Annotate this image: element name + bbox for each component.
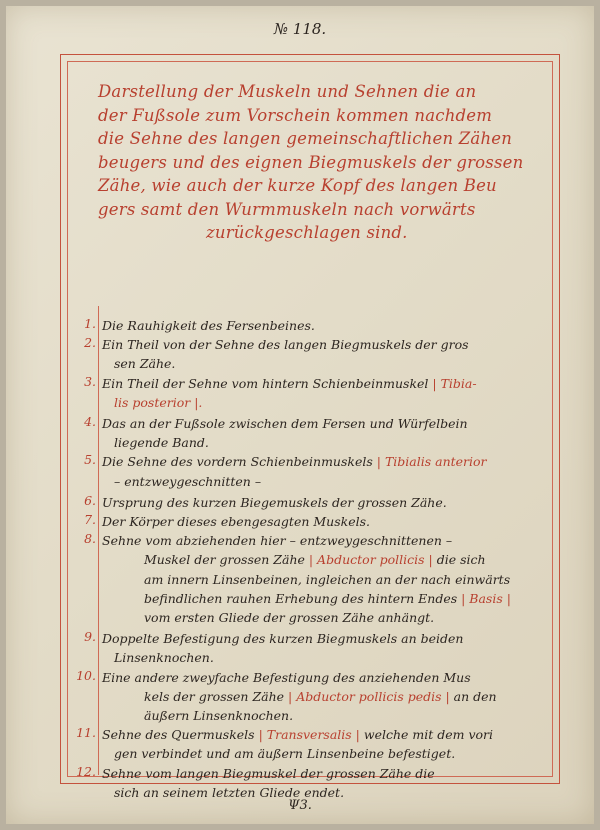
legend-item: [72, 668, 562, 726]
legend-text: welche mit dem vori: [359, 727, 494, 743]
legend-item: [72, 374, 562, 412]
legend-item: [72, 764, 562, 802]
legend-text: Ein Theil von der Sehne des langen Biegmuskels der gros: [102, 337, 469, 353]
legend-text: Ein Theil der Sehne vom hintern Schienbeinmuskel: [102, 375, 433, 391]
legend-item: [72, 531, 562, 627]
title-line: beugers und des eignen Biegmuskels der grossen: [98, 152, 524, 172]
legend-item: [72, 725, 562, 763]
legend-item-number: 8.: [84, 531, 96, 547]
legend-text: Die Sehne des vordern Schienbeinmuskels: [102, 454, 377, 470]
legend-item-line: [72, 608, 562, 627]
legend-item-number: 1.: [84, 316, 96, 331]
legend-item: [72, 414, 562, 452]
legend-item-number: 6.: [84, 492, 96, 508]
legend-item-number: 5.: [84, 452, 96, 468]
legend-item-line: [72, 570, 562, 589]
latin-term: | Basis |: [461, 590, 511, 606]
legend-item-line: [72, 452, 562, 471]
legend-text: Die Rauhigkeit des Fersenbeines.: [102, 318, 315, 333]
legend-item-number: 4.: [84, 414, 96, 430]
legend-item: [72, 629, 562, 667]
legend-item-line: [72, 335, 562, 354]
legend-item-line: [72, 629, 562, 648]
legend-text: vom ersten Gliede der grossen Zähe anhängt.: [144, 610, 435, 626]
title-line: die Sehne des langen gemeinschaftlichen Zähen: [98, 129, 513, 148]
legend-item: [72, 316, 562, 335]
latin-term: | Abductor pollicis pedis |: [288, 688, 450, 704]
title-line: Darstellung der Muskeln und Sehnen die an: [98, 82, 477, 101]
folio-number: № 118.: [273, 20, 327, 38]
legend-item: [72, 512, 562, 531]
legend-item-line: [72, 414, 562, 433]
legend-item-line: [72, 374, 562, 393]
legend-item-number: 7.: [84, 512, 96, 528]
legend-item-number: 11.: [76, 725, 96, 741]
latin-term: | Abductor pollicis |: [308, 552, 433, 568]
legend-text: sen Zähe.: [114, 356, 176, 372]
legend-item-line: [72, 433, 562, 452]
latin-term: | Tibialis anterior: [376, 454, 487, 470]
legend-item-line: [72, 648, 562, 667]
legend-item-line: [72, 744, 562, 763]
legend-text: Muskel der grossen Zähe: [144, 552, 309, 568]
legend-item-line: [72, 668, 562, 687]
legend-item-number: 3.: [84, 373, 96, 389]
page-title: [98, 80, 558, 245]
legend-item-line: [72, 493, 562, 512]
title-line: der Fußsole zum Vorschein kommen nachdem: [98, 105, 493, 125]
legend-item-line: [72, 393, 562, 412]
latin-term: | Tibia-: [432, 375, 477, 391]
legend-text: liegende Band.: [114, 435, 209, 451]
legend-list: [72, 316, 562, 802]
legend-item-line: [72, 589, 562, 608]
legend-item-line: [72, 687, 562, 706]
legend-item: [72, 335, 562, 373]
latin-term: lis posterior |.: [114, 394, 203, 410]
latin-term: | Transversalis |: [258, 727, 360, 743]
legend-text: am innern Linsenbeinen, ingleichen an der nach einwärts: [144, 571, 511, 587]
legend-item-line: [72, 531, 562, 550]
title-line: zurückgeschlagen sind.: [206, 223, 408, 242]
legend-text: Ursprung des kurzen Biegemuskels der grossen Zähe.: [102, 494, 447, 510]
legend-item-line: [72, 354, 562, 373]
legend-text: an den: [449, 688, 497, 704]
footer-mark: Ψ3.: [288, 798, 312, 813]
manuscript-page: [6, 6, 594, 824]
legend-text: Das an der Fußsole zwischen dem Fersen und Würfelbein: [102, 416, 468, 432]
legend-item-number: 9.: [84, 629, 96, 645]
legend-text: Linsenknochen.: [114, 650, 214, 666]
legend-item-number: 12.: [76, 763, 96, 779]
legend-text: Der Körper dieses ebengesagten Muskels.: [102, 514, 370, 530]
legend-text: die sich: [432, 552, 486, 568]
legend-text: Sehne des Quermuskels: [102, 727, 259, 743]
legend-item-line: [72, 725, 562, 744]
legend-text: kels der grossen Zähe: [144, 688, 289, 704]
legend-text: äußern Linsenknochen.: [144, 708, 294, 724]
legend-item-number: 10.: [76, 667, 96, 683]
title-line: Zähe, wie auch der kurze Kopf des langen Beu: [98, 176, 497, 195]
legend-item-line: [72, 512, 562, 531]
title-line: gers samt den Wurmmuskeln nach vorwärts: [98, 199, 476, 219]
legend-text: Sehne vom langen Biegmuskel der grossen Zähe die: [102, 765, 435, 781]
legend-text: sich an seinem letzten Gliede endet.: [114, 784, 345, 800]
legend-item-line: [72, 316, 562, 335]
legend-item-line: [72, 706, 562, 725]
legend-item-line: [72, 472, 562, 491]
legend-item: [72, 452, 562, 490]
legend-text: Doppelte Befestigung des kurzen Biegmuskels an beiden: [102, 631, 464, 647]
legend-text: Sehne vom abziehenden hier – entzweygeschnittenen –: [102, 533, 453, 549]
legend-item-line: [72, 550, 562, 569]
legend-text: Eine andere zweyfache Befestigung des anziehenden Mus: [102, 669, 471, 685]
legend-text: – entzweygeschnitten –: [114, 473, 262, 489]
legend-item-number: 2.: [84, 335, 96, 351]
legend-text: gen verbindet und am äußern Linsenbeine befestiget.: [114, 746, 456, 762]
legend-item: [72, 493, 562, 512]
legend-item-line: [72, 764, 562, 783]
legend-text: befindlichen rauhen Erhebung des hintern Endes: [144, 590, 462, 606]
